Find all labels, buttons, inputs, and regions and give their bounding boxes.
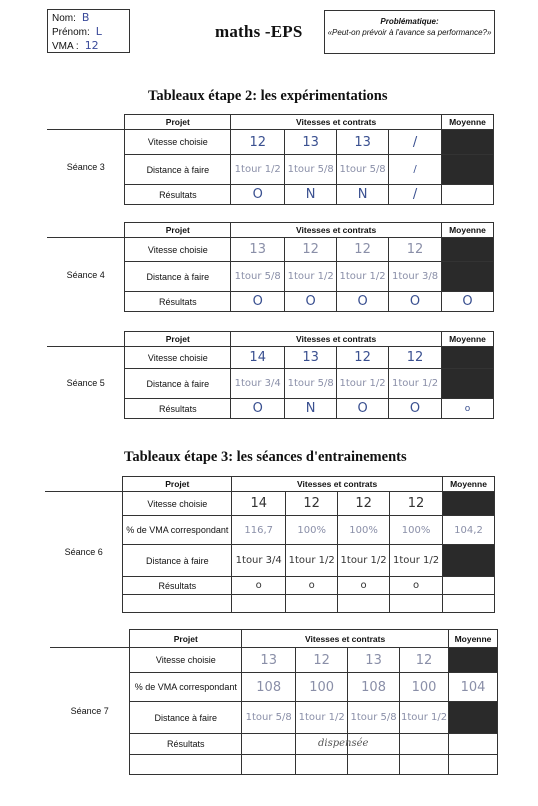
empty-cell bbox=[130, 755, 242, 775]
empty-cell bbox=[348, 755, 400, 775]
resultats-label: Résultats bbox=[130, 734, 242, 755]
seance5-table bbox=[47, 331, 494, 419]
empty-cell bbox=[242, 755, 296, 775]
seance3-vitesse-4: / bbox=[389, 130, 442, 155]
seance3-vitesse-3: 13 bbox=[337, 130, 389, 155]
seance6-vitesse-3: 12 bbox=[338, 492, 390, 516]
resultats-label: Résultats bbox=[125, 399, 231, 419]
nom-label: Nom: bbox=[52, 13, 76, 24]
resultats-label: Résultats bbox=[123, 577, 232, 595]
problematique-label: Problématique: bbox=[380, 17, 439, 26]
vma-label: VMA : bbox=[52, 41, 79, 52]
seance7-distance-3: 1tour 5/8 bbox=[348, 702, 400, 734]
seance6-vma-3: 100% bbox=[338, 516, 390, 545]
moyenne-dark-cell bbox=[441, 155, 493, 185]
prenom-value: L bbox=[95, 25, 102, 38]
nom-line bbox=[52, 11, 125, 25]
seance6-resultat-3: o bbox=[338, 577, 390, 595]
vitesse-label: Vitesse choisie bbox=[123, 492, 232, 516]
vma-label: % de VMA correspondant bbox=[130, 673, 242, 702]
moyenne-dark-cell bbox=[448, 702, 497, 734]
empty-cell bbox=[123, 595, 232, 613]
seance6-resultat-1: o bbox=[232, 577, 286, 595]
seance6-table bbox=[45, 476, 495, 613]
empty-cell bbox=[232, 595, 286, 613]
empty-cell bbox=[390, 595, 443, 613]
identity-box bbox=[47, 9, 130, 53]
etape3-title: Tableaux étape 3: les séances d'entrainements bbox=[124, 449, 407, 465]
seance6-vitesse-4: 12 bbox=[390, 492, 443, 516]
seance7-resultat-moyenne bbox=[448, 734, 497, 755]
distance-label: Distance à faire bbox=[130, 702, 242, 734]
seance5-distance-1: 1tour 3/4 bbox=[231, 369, 285, 399]
seance5-vitesse-1: 14 bbox=[231, 347, 285, 369]
seance6-vma-4: 100% bbox=[390, 516, 443, 545]
seance7-distance-1: 1tour 5/8 bbox=[242, 702, 296, 734]
resultats-label: Résultats bbox=[125, 185, 231, 205]
seance6-vitesse-2: 12 bbox=[286, 492, 338, 516]
distance-label: Distance à faire bbox=[125, 155, 231, 185]
projet-header: Projet bbox=[125, 332, 231, 347]
moyenne-header: Moyenne bbox=[443, 477, 495, 492]
seance7-table bbox=[50, 629, 498, 775]
nom-value: B bbox=[81, 11, 90, 24]
seance5-resultat-4: O bbox=[389, 399, 442, 419]
seance5-vitesse-3: 12 bbox=[337, 347, 389, 369]
seance4-resultat-4: O bbox=[389, 292, 442, 312]
moyenne-header: Moyenne bbox=[441, 223, 493, 238]
vitesses-header: Vitesses et contrats bbox=[232, 477, 443, 492]
empty-cell bbox=[443, 595, 495, 613]
seance6-distance-4: 1tour 1/2 bbox=[390, 545, 443, 577]
distance-label: Distance à faire bbox=[125, 369, 231, 399]
seance7-label: Séance 7 bbox=[50, 648, 130, 775]
seance4-distance-2: 1tour 1/2 bbox=[285, 262, 337, 292]
seance6-vitesse-1: 14 bbox=[232, 492, 286, 516]
seance3-distance-3: 1tour 5/8 bbox=[337, 155, 389, 185]
seance7-vma-1: 108 bbox=[242, 673, 296, 702]
seance3-resultat-2: N bbox=[285, 185, 337, 205]
seance7-vma-moyenne: 104 bbox=[448, 673, 497, 702]
vma-line bbox=[52, 39, 125, 53]
seance3-distance-1: 1tour 1/2 bbox=[231, 155, 285, 185]
seance5-vitesse-4: 12 bbox=[389, 347, 442, 369]
vma-value: 12 bbox=[84, 39, 99, 52]
seance4-resultat-2: O bbox=[285, 292, 337, 312]
seance5-resultat-3: O bbox=[337, 399, 389, 419]
seance7-distance-4: 1tour 1/2 bbox=[400, 702, 449, 734]
projet-header: Projet bbox=[130, 630, 242, 648]
vitesse-label: Vitesse choisie bbox=[130, 648, 242, 673]
seance3-table bbox=[47, 114, 494, 205]
seance4-resultat-moyenne: O bbox=[441, 292, 493, 312]
seance3-resultat-moyenne bbox=[441, 185, 493, 205]
etape2-title: Tableaux étape 2: les expérimentations bbox=[148, 88, 388, 104]
seance5-vitesse-2: 13 bbox=[285, 347, 337, 369]
vitesses-header: Vitesses et contrats bbox=[242, 630, 449, 648]
seance5-distance-2: 1tour 5/8 bbox=[285, 369, 337, 399]
seance3-resultat-3: N bbox=[337, 185, 389, 205]
seance3-vitesse-1: 12 bbox=[231, 130, 285, 155]
seance7-vitesse-4: 12 bbox=[400, 648, 449, 673]
seance7-vitesse-1: 13 bbox=[242, 648, 296, 673]
seance6-distance-2: 1tour 1/2 bbox=[286, 545, 338, 577]
moyenne-dark-cell bbox=[443, 492, 495, 516]
seance4-vitesse-3: 12 bbox=[337, 238, 389, 262]
seance3-resultat-1: O bbox=[231, 185, 285, 205]
empty-cell bbox=[338, 595, 390, 613]
moyenne-header: Moyenne bbox=[441, 332, 493, 347]
seance4-label: Séance 4 bbox=[47, 238, 125, 312]
prenom-line bbox=[52, 25, 125, 39]
seance4-vitesse-1: 13 bbox=[231, 238, 285, 262]
seance6-resultat-2: o bbox=[286, 577, 338, 595]
seance6-label: Séance 6 bbox=[45, 492, 123, 613]
moyenne-dark-cell bbox=[448, 648, 497, 673]
seance4-vitesse-2: 12 bbox=[285, 238, 337, 262]
moyenne-dark-cell bbox=[443, 545, 495, 577]
seance5-resultat-2: N bbox=[285, 399, 337, 419]
problematique-box bbox=[324, 10, 495, 54]
empty-cell bbox=[286, 595, 338, 613]
seance3-vitesse-2: 13 bbox=[285, 130, 337, 155]
seance7-resultat-4 bbox=[400, 734, 449, 755]
vitesse-label: Vitesse choisie bbox=[125, 347, 231, 369]
moyenne-dark-cell bbox=[441, 130, 493, 155]
moyenne-header: Moyenne bbox=[448, 630, 497, 648]
problematique-text: «Peut-on prévoir à l'avance sa performance?» bbox=[327, 28, 492, 37]
seance5-resultat-moyenne: o bbox=[441, 399, 493, 419]
seance4-resultat-1: O bbox=[231, 292, 285, 312]
empty-cell bbox=[448, 755, 497, 775]
moyenne-dark-cell bbox=[441, 347, 493, 369]
page-title: maths -EPS bbox=[215, 22, 303, 41]
seance4-distance-3: 1tour 1/2 bbox=[337, 262, 389, 292]
empty-cell bbox=[400, 755, 449, 775]
seance4-resultat-3: O bbox=[337, 292, 389, 312]
seance6-resultat-4: o bbox=[390, 577, 443, 595]
seance4-vitesse-4: 12 bbox=[389, 238, 442, 262]
seance4-table bbox=[47, 222, 494, 312]
seance6-vma-1: 116,7 bbox=[232, 516, 286, 545]
seance7-vitesse-2: 12 bbox=[296, 648, 348, 673]
dispensee-note: dispensée bbox=[318, 738, 369, 749]
empty-cell bbox=[296, 755, 348, 775]
projet-header: Projet bbox=[125, 223, 231, 238]
seance4-distance-4: 1tour 3/8 bbox=[389, 262, 442, 292]
seance6-distance-1: 1tour 3/4 bbox=[232, 545, 286, 577]
vma-label: % de VMA correspondant bbox=[123, 516, 232, 545]
seance5-resultat-1: O bbox=[231, 399, 285, 419]
seance3-distance-4: / bbox=[389, 155, 442, 185]
seance3-resultat-4: / bbox=[389, 185, 442, 205]
seance5-label: Séance 5 bbox=[47, 347, 125, 419]
vitesses-header: Vitesses et contrats bbox=[231, 223, 442, 238]
seance3-label: Séance 3 bbox=[47, 130, 125, 205]
seance5-distance-4: 1tour 1/2 bbox=[389, 369, 442, 399]
vitesse-label: Vitesse choisie bbox=[125, 238, 231, 262]
moyenne-header: Moyenne bbox=[441, 115, 493, 130]
seance4-distance-1: 1tour 5/8 bbox=[231, 262, 285, 292]
projet-header: Projet bbox=[125, 115, 231, 130]
seance7-distance-2: 1tour 1/2 bbox=[296, 702, 348, 734]
distance-label: Distance à faire bbox=[123, 545, 232, 577]
seance6-distance-3: 1tour 1/2 bbox=[338, 545, 390, 577]
seance6-vma-moyenne: 104,2 bbox=[443, 516, 495, 545]
projet-header: Projet bbox=[123, 477, 232, 492]
seance5-distance-3: 1tour 1/2 bbox=[337, 369, 389, 399]
seance7-vma-4: 100 bbox=[400, 673, 449, 702]
distance-label: Distance à faire bbox=[125, 262, 231, 292]
moyenne-dark-cell bbox=[441, 238, 493, 262]
vitesses-header: Vitesses et contrats bbox=[231, 332, 442, 347]
moyenne-dark-cell bbox=[441, 262, 493, 292]
seance7-vitesse-3: 13 bbox=[348, 648, 400, 673]
seance7-vma-3: 108 bbox=[348, 673, 400, 702]
seance6-resultat-moyenne bbox=[443, 577, 495, 595]
vitesses-header: Vitesses et contrats bbox=[231, 115, 442, 130]
seance7-resultat-1 bbox=[242, 734, 296, 755]
seance3-distance-2: 1tour 5/8 bbox=[285, 155, 337, 185]
vitesse-label: Vitesse choisie bbox=[125, 130, 231, 155]
seance7-vma-2: 100 bbox=[296, 673, 348, 702]
seance6-vma-2: 100% bbox=[286, 516, 338, 545]
prenom-label: Prénom: bbox=[52, 27, 90, 38]
moyenne-dark-cell bbox=[441, 369, 493, 399]
resultats-label: Résultats bbox=[125, 292, 231, 312]
